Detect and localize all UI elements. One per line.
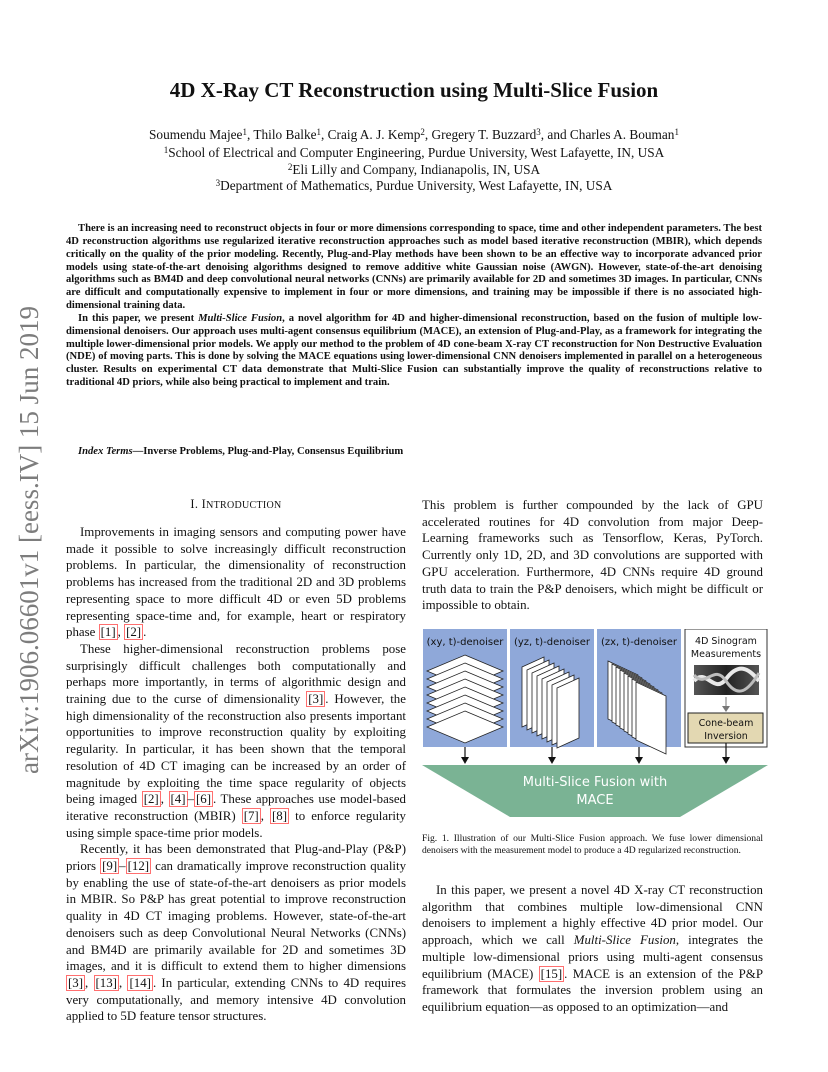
sinogram-label: 4D Sinogram [695,636,757,647]
abstract-paragraph-1: There is an increasing need to reconstruct objects in four or more dimensions corresponding to space, time and other independent parameters. The best 4D reconstruction algorithms use regularized iterative reconstruction approaches such as model based iterative reconstruction (MBIR), which depends critically on the quality of the prior modeling. Recently, Plug-and-Play methods have been shown to be an effective way to incorporate advanced prior models using state-of-the-art denoising algorithms designed to remove additive white Gaussian noise (AWGN). However, state-of-the-art denoising algorithms such as BM4D and deep convolutional neural networks (CNNs) are primarily available for 2D and sometimes 3D images. In particular, CNNs are difficult and computationally expensive to implement in four or more dimensions, and training may be impossible if there is no associated high-dimensional training data. [66,223,762,312]
body-text: . In particular, extending CNNs to 4D requires very computationally, and memory intensive 4D convolution applied to 5D feature tensor structures. [66,975,406,1024]
citation-link[interactable]: [9] [102,859,118,874]
body-text: . MACE is an extension of the P&P framework that formulates the inversion problem using an equilibrium equation—as opposed to an optimization—and [422,966,763,1014]
denoiser-panel-zx [597,629,681,754]
affiliation-text: School of Electrical and Computer Engineering, Purdue University, West Lafayette, IN, USA [168,145,665,160]
abstract-paragraph-2 [66,313,762,390]
citation-link[interactable]: [3] [68,975,84,990]
arrow-down-icon [722,757,730,764]
body-text: , [117,625,125,640]
slice-stack-horizontal-icon [427,655,503,743]
figure-caption [422,833,763,856]
affiliation-2 [0,162,828,178]
abstract [66,223,762,390]
body-text: – [187,792,194,807]
affiliation-text: Eli Lilly and Company, Indianapolis, IN, USA [292,162,541,177]
body-text: These higher-dimensional reconstruction problems pose surprisingly difficult challenges both computationally and perhaps more importantly, in terms of algorithmic design and training due to the curse of dimensionality [66,641,406,707]
denoiser-panel-xy [423,629,507,747]
arxiv-id: arXiv:1906.06601v1 [eess.IV] 15 Jun 2019 [14,306,44,774]
body-text: , [260,808,271,823]
sinogram-label: Measurements [690,649,762,660]
body-text: , integrates the multiple low-dimensional priors using multi-agent consensus equilibrium (MACE) [422,933,764,981]
denoiser-label: (yz, t)-denoiser [513,637,591,648]
arrow-down-icon [548,757,556,764]
citation-link[interactable]: [1] [100,625,116,640]
body-text: . These approaches use model-based iterative reconstruction (MBIR) [66,792,407,823]
intro-paragraph-3 [66,841,406,1025]
body-text: Improvements in imaging sensors and computing power have made it possible to solve increasingly difficult reconstruction problems. In particular, the dimensionality of reconstruction problems has increased from the traditional 2D and 3D problems representing space to more difficult 4D or even 5D problems representing space-time and, for example, heart or respiratory phase [66,525,406,640]
body-text: , [118,975,128,990]
citation-link[interactable]: [14] [129,975,151,990]
author-affiliation-mark: 3 [536,127,541,137]
citation-link[interactable]: [15] [540,966,563,981]
section-title-rest: NTRODUCTION [206,500,282,511]
section-initial: I [201,497,207,511]
affiliation-3 [0,178,828,194]
caption-label: Fig. 1. [422,833,450,844]
arxiv-stamp [4,290,48,780]
intro-paragraph-4: This problem is further compounded by the lack of GPU accelerated routines for 4D convolution from major Deep-Learning frameworks such as Tensorflow, Keras, PyTorch. Currently only 1D, 2D, and 3D convolutions are supported with GPU acceleration. Furthermore, 4D CNNs require 4D ground truth data to train the P&P denoisers, which might be difficult or impossible to obtain. [422,498,763,613]
citation-link[interactable]: [2] [126,625,142,640]
body-text: In this paper, we present a novel 4D X-ray CT reconstruction algorithm that combines multiple low-dimensional CNN denoisers to implement a highly effective 4D prior model. Our approach, which we call [422,883,763,948]
body-text: , [85,975,94,990]
intro-paragraph-5 [422,882,763,1016]
denoiser-label: (zx, t)-denoiser [600,637,678,648]
body-text: Recently, it has been demonstrated that Plug-and-Play (P&P) priors [66,842,406,874]
citation-link[interactable]: [3] [308,692,324,707]
author-affiliation-mark: 2 [420,127,425,137]
right-column-top [422,497,763,614]
affiliation-mark: 3 [215,178,221,188]
affiliation-mark: 2 [287,162,293,172]
index-terms-text: —Inverse Problems, Plug-and-Play, Consensus Equilibrium [132,446,404,457]
index-terms [66,446,762,457]
right-column-bottom [422,882,763,1016]
fusion-funnel [422,765,768,817]
denoiser-panel-yz [510,629,594,748]
abstract-text: , a novel algorithm for 4D and higher-dimensional reconstruction, based on the fusion of multiple low-dimensional denoisers. Our approach uses multi-agent consensus equilibrium (MACE), an extension of Plug-and-Play, as a framework for integrating the multiple lower-dimensional prior models. We apply our method to the problem of 4D cone-beam X-ray CT reconstruction for Non Destructive Evaluation (NDE) of moving parts. This is done by solving the MACE equations using lower-dimensional CNN denoisers implemented in parallel on a heterogeneous cluster. Results on experimental CT data demonstrate that Multi-Slice Fusion can substantially improve the quality of reconstructions relative to traditional 4D priors, while also being practical to implement and train. [66,312,762,389]
abstract-text: In this paper, we present [78,312,199,324]
citation-link[interactable]: [7] [243,808,259,823]
arrow-down-icon [635,757,643,764]
paper-title: 4D X-Ray CT Reconstruction using Multi-Slice Fusion [169,78,659,102]
method-name: Multi-Slice Fusion [198,312,283,324]
citation-link[interactable]: [2] [143,792,159,807]
author-affiliation-mark: 1 [316,127,322,137]
affiliation-text: Department of Mathematics, Purdue University, West Lafayette, IN, USA [220,178,613,193]
cone-beam-label: Inversion [704,731,748,742]
fusion-funnel-shape [422,765,768,817]
citation-link[interactable]: [4] [170,792,186,807]
sinogram-panel [685,629,767,747]
author-affiliation-mark: 1 [242,127,247,137]
method-name: Multi-Slice Fusion [573,933,676,948]
fusion-label: Multi-Slice Fusion with [522,775,668,790]
affiliation-1 [0,145,828,161]
body-text: can dramatically improve reconstruction quality by enabling the use of state-of-the-art denoisers as prior models in MBIR. So P&P has great potential to improve reconstruction quality in 4D CT imaging problems. However, state-of-the-art denoisers such as deep Convolutional Neural Networks (CNNs) and BM4D are primarily available for 2D and sometimes 3D images, and it is difficult to extend them to higher dimensions [66,859,407,974]
left-column [66,524,406,1025]
author-affiliation-mark: 1 [674,127,679,137]
body-text: , [160,792,169,807]
author-name: , Gregery T. Buzzard [424,127,537,142]
affiliation-mark: 1 [163,145,169,155]
slice-plane [557,678,579,748]
intro-paragraph-1 [66,524,406,641]
body-text: . However, the high dimensionality of the reconstruction also presents important opportunities to improve reconstruction quality by exploiting regularity. In particular, it has been shown that the temporal resolution of 4D CT imaging can be increased by an order of magnitude by exploiting the time space regularity of objects being imaged [66,692,406,807]
citation-link[interactable]: [12] [127,859,150,874]
denoiser-label: (xy, t)-denoiser [426,637,504,648]
cone-beam-label: Cone-beam [698,718,754,729]
body-text: . [143,625,147,640]
author-name: , Craig A. J. Kemp [321,127,421,142]
index-terms-label: Index Terms [78,446,133,457]
author-list [0,127,828,143]
author-name: , Thilo Balke [246,127,317,142]
section-heading [66,497,406,512]
author-name: Soumendu Majee [149,127,243,142]
arrow-down-icon [461,757,469,764]
figure-1 [422,629,768,817]
section-number: I. [190,497,202,511]
body-text: – [119,859,126,874]
citation-link[interactable]: [13] [95,975,117,990]
fusion-label: MACE [576,793,614,808]
body-text: to enforce regularity using simple space-time prior models. [66,808,407,840]
intro-paragraph-2 [66,641,406,841]
citation-link[interactable]: [6] [195,792,212,807]
author-name: , and Charles A. Bouman [540,127,675,142]
citation-link[interactable]: [8] [272,808,288,823]
caption-text: Illustration of our Multi-Slice Fusion approach. We fuse lower dimensional denoisers with the measurement model to produce a 4D regularized reconstruction. [422,833,764,856]
